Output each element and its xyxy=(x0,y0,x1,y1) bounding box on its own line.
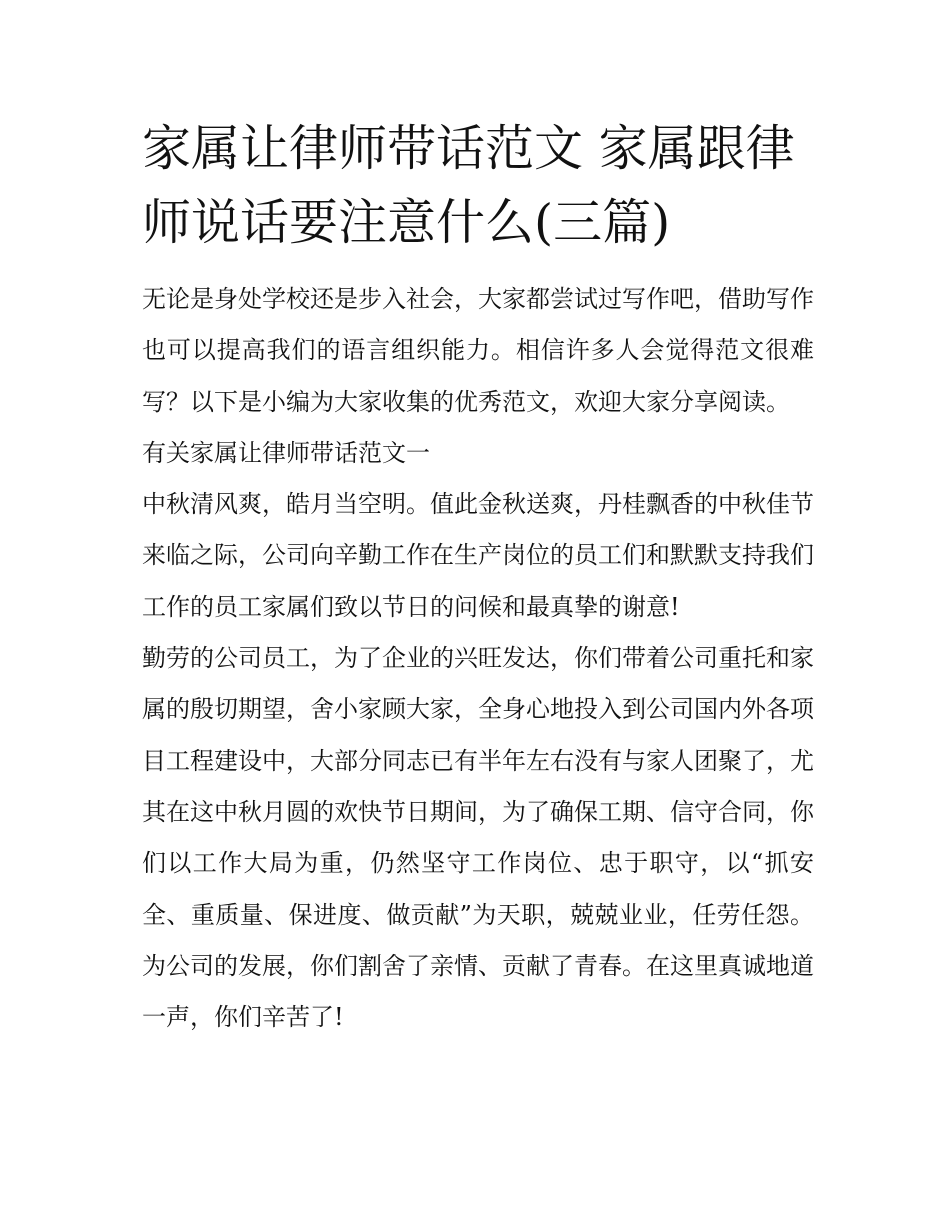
intro-paragraph: 无论是身处学校还是步入社会，大家都尝试过写作吧，借助写作也可以提高我们的语言组织能力。相信许多人会觉得范文很难写？以下是小编为大家收集的优秀范文，欢迎大家分享阅读。 xyxy=(142,285,814,416)
document-page xyxy=(142,112,814,1043)
body-paragraph: 勤劳的公司员工，为了企业的兴旺发达，你们带着公司重托和家属的殷切期望，舍小家顾大家，全身心地投入到公司国内外各项目工程建设中，大部分同志已有半年左右没有与家人团聚了，尤其在这中秋月圆的欢快节日期间，为了确保工期、信守合同，你们以工作大局为重，仍然坚守工作岗位、忠于职守，以“抓安全、重质量、保进度、做贡献”为天职，兢兢业业，任劳任怨。为公司的发展，你们割舍了亲情、贡献了青春。在这里真诚地道一声，你们辛苦了! xyxy=(142,644,814,1032)
section-heading: 有关家属让律师带话范文一 xyxy=(142,438,430,467)
document-title: 家属让律师带话范文 家属跟律师说话要注意什么(三篇) xyxy=(142,120,795,251)
document-body xyxy=(142,274,814,1043)
body-paragraph: 中秋清风爽，皓月当空明。值此金秋送爽，丹桂飘香的中秋佳节来临之际，公司向辛勤工作在生产岗位的员工们和默默支持我们工作的员工家属们致以节日的问候和最真挚的谢意! xyxy=(142,490,814,621)
